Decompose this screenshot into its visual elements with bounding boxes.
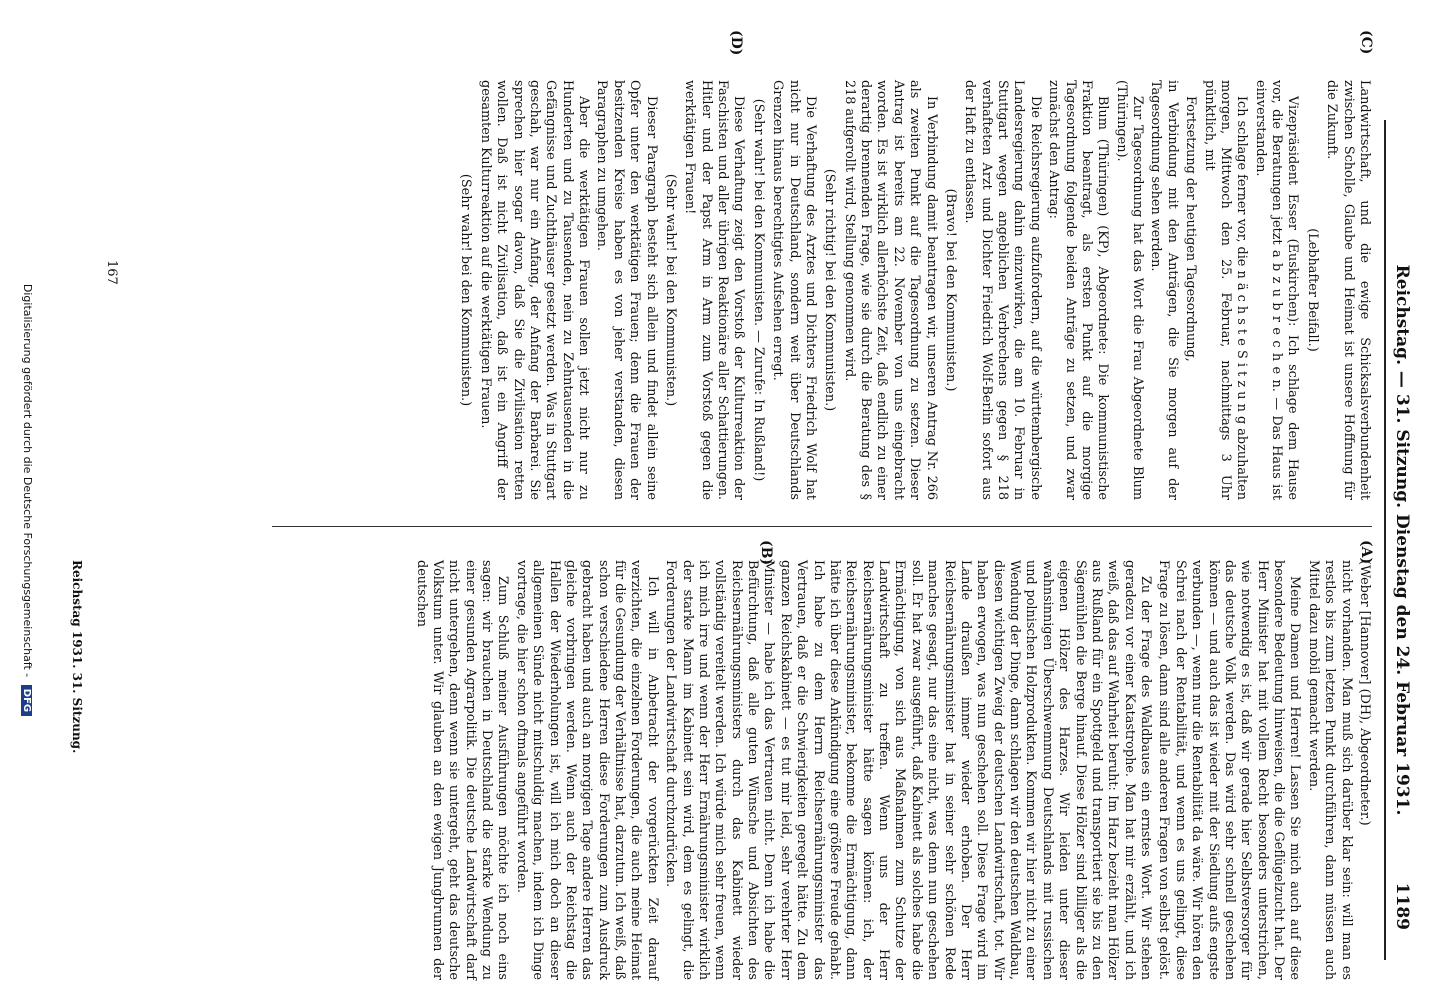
paragraph: Aber die werktätigen Frauen sollen jetzt nicht nur zu Hunderten und zu Tausenden, nein zu Zehntausenden in die Gefängnisse und Zuchthäuser gesetzt werden. Was in Stuttgart geschah, war nur ein Anfang, der Anfang der Barbarei. Sie sprechen hier sogar davon, daß Sie die Zivilisation retten wollen. Daß ist nicht Zivilisation, daß ist ein Angriff der gesamten Kulturreaktion auf die werktätigen Frauen.	[477, 80, 592, 500]
paragraph: Landwirtschaft, und die ewige Schicksalsverbundenheit zwischen Scholle, Glaube und Heimat ist unsere Hoffnung für die Zukunft.	[1324, 80, 1372, 500]
footer-session: Reichstag 1931. 31. Sitzung.	[70, 560, 84, 754]
interjection: (Lebhafter Beifall.)	[1304, 228, 1320, 352]
running-head: Reichstag. — 31. Sitzung. Dienstag den 24. Februar 1931.	[1384, 120, 1412, 960]
margin-marker-c: (C)	[1358, 30, 1374, 55]
paragraph: Die Reichsregierung aufzufordern, auf die württembergische Landesregierung dahin einzuwirken, die am 10. Februar in Stuttgart wegen angeblichen Verbrechens gegen § 218 verhafteten Arzt und Dichter Friedrich Wolf-Berlin sofort aus der Haft zu entlassen.	[962, 80, 1043, 500]
page-number: 1189	[1392, 882, 1412, 930]
digitization-credit	[21, 0, 34, 1000]
interjection: (Sehr richtig! bei den Kommunisten.)	[822, 168, 838, 412]
paragraph: Dieser Paragraph besteht sich allein und findet allein seine Opfer unter den werktätigen Frauen; denn die Frauen der besitzenden Kreise haben es von jeher verstanden, diesen Paragraphen zu umgehen.	[594, 80, 659, 500]
paragraph: Zur Tagesordnung hat das Wort die Frau Abgeordnete Blum (Thüringen).	[1113, 80, 1146, 500]
margin-marker-d: (D)	[728, 30, 744, 56]
paragraph: Diese Verhaftung zeigt den Vorstoß der Kulturreaktion der Faschisten und aller übrigen Reaktionäre aller Schattierungen. Hitler und der Papst Arm in Arm zum Vorstoß gegen die werktätigen Frauen!	[682, 80, 747, 500]
paragraph: Vizepräsident Esser (Euskirchen): Ich schlage dem Hause vor, die Beratungen jetzt a b z u b r e c h e n. — Das Haus ist einverstanden.	[1252, 80, 1301, 500]
paragraph: Zum Schluß meiner Ausführungen möchte ich noch eins sagen: wir brauchen in Deutschland die starke Wendung zu einer gesunden Agrarpolitik. Die deutsche Landwirtschaft darf nicht untergehen, denn wenn sie untergeht, geht das deutsche Volkstum unter. Wir glauben an den ewigen Jungbrunnen der deutschen	[413, 560, 511, 980]
paragraph: Ich will in Anbetracht der vorgerückten Zeit darauf verzichten, die einzelnen Forderungen, die auch meine Heimat für die Gesundung der Verhältnisse hat, darzutun. Ich weiß, daß schon verschiedene Herren diese Forderungen zum Ausdruck gebracht haben und auch an morgigen Tage andere Herren das gleiche vorbringen werden. Wenn auch der Reichstag die Hallen der Wiederholungen ist, will ich mich doch an dieser allgemeinen Sünde nicht mitschuldig machen, indem ich Dinge vortrage, die hier schon oftmals angeführt worden.	[513, 560, 660, 980]
interjection: (Sehr wahr! bei den Kommunisten.)	[663, 173, 678, 407]
column-divider	[272, 526, 1372, 527]
margin-marker-b: (B)	[758, 540, 774, 566]
interjection: (Bravo! bei den Kommunisten.)	[943, 188, 958, 392]
paragraph: nicht vorhanden. Man muß sich darüber klar sein: will man es restlos bis zum letzten Punkt durchführen, dann müssen auch Mittel dazu mobil gemacht werden.	[1305, 560, 1354, 980]
paragraph: in Verbindung mit den Anträgen, die Sie morgen auf der Tagesordnung sehen werden.	[1148, 80, 1180, 500]
margin-marker-a: (A)	[1358, 540, 1374, 565]
paragraph: Blum (Thüringen) (KP), Abgeordnete: Die kommunistische Fraktion beantragt, als ersten Punkt auf die morgige Tagesordnung folgende beiden Anträge zu setzen, und zwar zunächst den Antrag:	[1046, 80, 1111, 500]
paragraph: Meine Damen und Herren! Lassen Sie mich auch auf diese besondere Bedeutung hinweisen, die die Geflügelzucht hat. Der Herr Minister hat mit vollem Recht besonders unterstrichen, wie notwendig es ist, daß wir gerade hier Selbstversorger für das deutsche Volk werden. Das wird sehr schnell geschehen können — und auch das ist wieder mit der Siedlung aufs engste verbunden —, wenn nur die Rentabilität da wäre. Wir hören den Schrei nach der Rentabilität, und wenn es uns gelingt, diese Frage zu lösen, dann sind alle anderen Fragen von selbst gelöst.	[1156, 560, 1303, 980]
dfg-logo: DFG	[21, 685, 32, 716]
paragraph: Fortsetzung der heutigen Tagesordnung,	[1183, 96, 1199, 362]
right-column	[454, 80, 1372, 500]
paragraph: Die Verhaftung des Arztes und Dichters Friedrich Wolf hat nicht nur in Deutschland, sondern weit über Deutschlands Grenzen hinaus berechtigtes Aufsehen erregt.	[770, 80, 818, 500]
left-column	[410, 560, 1372, 980]
paragraph: Zu der Frage des Waldbaues ein ernstes Wort. Wir stehen geradezu vor einer Katastrophe. Man hat mir erzählt, und ich weiß, daß das auf Wahrheit beruht: Im Harz bezieht man Hölzer aus Rußland für ein Spottgeld und transportiert sie bis zu den Sägemühlen die Berge hinauf. Diese Hölzer sind billiger als die eigenen Hölzer des Harzes. Wir leiden unter dieser wahnsinnigen Überschwemmung Deutschlands mit russischen und polnischen Holzprodukten. Kommen wir hier nicht zu einer Wendung der Dinge, dann schlagen wir den deutschen Waldbau, diesen wichtigen Zweig der deutschen Landwirtschaft, tot. Wir haben erwogen, was nun geschehen soll. Diese Frage wird im Lande draußen immer wieder erhoben. Der Herr Reichsernährungsminister hat in seiner sehr schönen Rede manches gesagt, nur das eine nicht, was denn nun geschehen soll. Er hat zwar ausgeführt, daß Kabinett als solches habe die Ermächtigung, von sich aus Maßnahmen zum Schutze der Landwirtschaft zu treffen. Wenn uns der Herr Reichsernährungsminister hätte sagen können: ich, der Reichsernährungsminister, bekomme die Ermächtigung, dann hätte ich über diese Ankündigung eine größere Freude gehabt. Ich habe zu dem Herrn Reichsernährungsminister das Vertrauen, daß er die Schwierigkeiten geregelt hätte. Zu dem ganzen Reichskabinett — es tut mir leid, sehr verehrter Herr Minister — habe ich das Vertrauen nicht. Denn ich habe die Befürchtung, daß alle guten Wünsche und Absichten des Reichsernährungsministers durch das Kabinett wieder vollständig vereitelt werden. Ich würde mich sehr freuen, wenn ich mich irre und wenn der Herr Ernährungsminister wirklich der starke Mann im Kabinett sein wird, dem es gelingt, die Forderungen der Landwirtschaft durchzudrücken.	[663, 560, 1154, 980]
paragraph: (Weber [Hannover] (DH), Abgeordneter.)	[1357, 560, 1372, 826]
paragraph: In Verbindung damit beantragen wir, unseren Antrag Nr. 266 als zweiten Punkt auf die Tagesordnung zu setzen. Dieser Antrag ist bereits am 22. November von uns eingebracht worden. Es ist wirklich allerhöchste Zeit, daß endlich zu einer derartig brennenden Frage, wie sie durch die Beratung des § 218 aufgerollt wird, Stellung genommen wird.	[841, 80, 939, 500]
digitization-credit-text: Digitalisierung gefördert durch die Deutsche Forschungsgemeinschaft -	[21, 283, 34, 678]
paragraph: Ich schlage ferner vor, die n ä c h s t e S i t z u n g abzuhalten morgen, Mittwoch den 25. Februar, nachmittags 3 Uhr pünktlich, mit	[1201, 80, 1250, 500]
interjection: (Sehr wahr! bei den Kommunisten. — Zurufe: In Rußland!)	[750, 98, 766, 482]
footer-page-ref: 167	[104, 260, 119, 285]
interjection: (Sehr wahr! bei den Kommunisten.)	[458, 173, 474, 407]
